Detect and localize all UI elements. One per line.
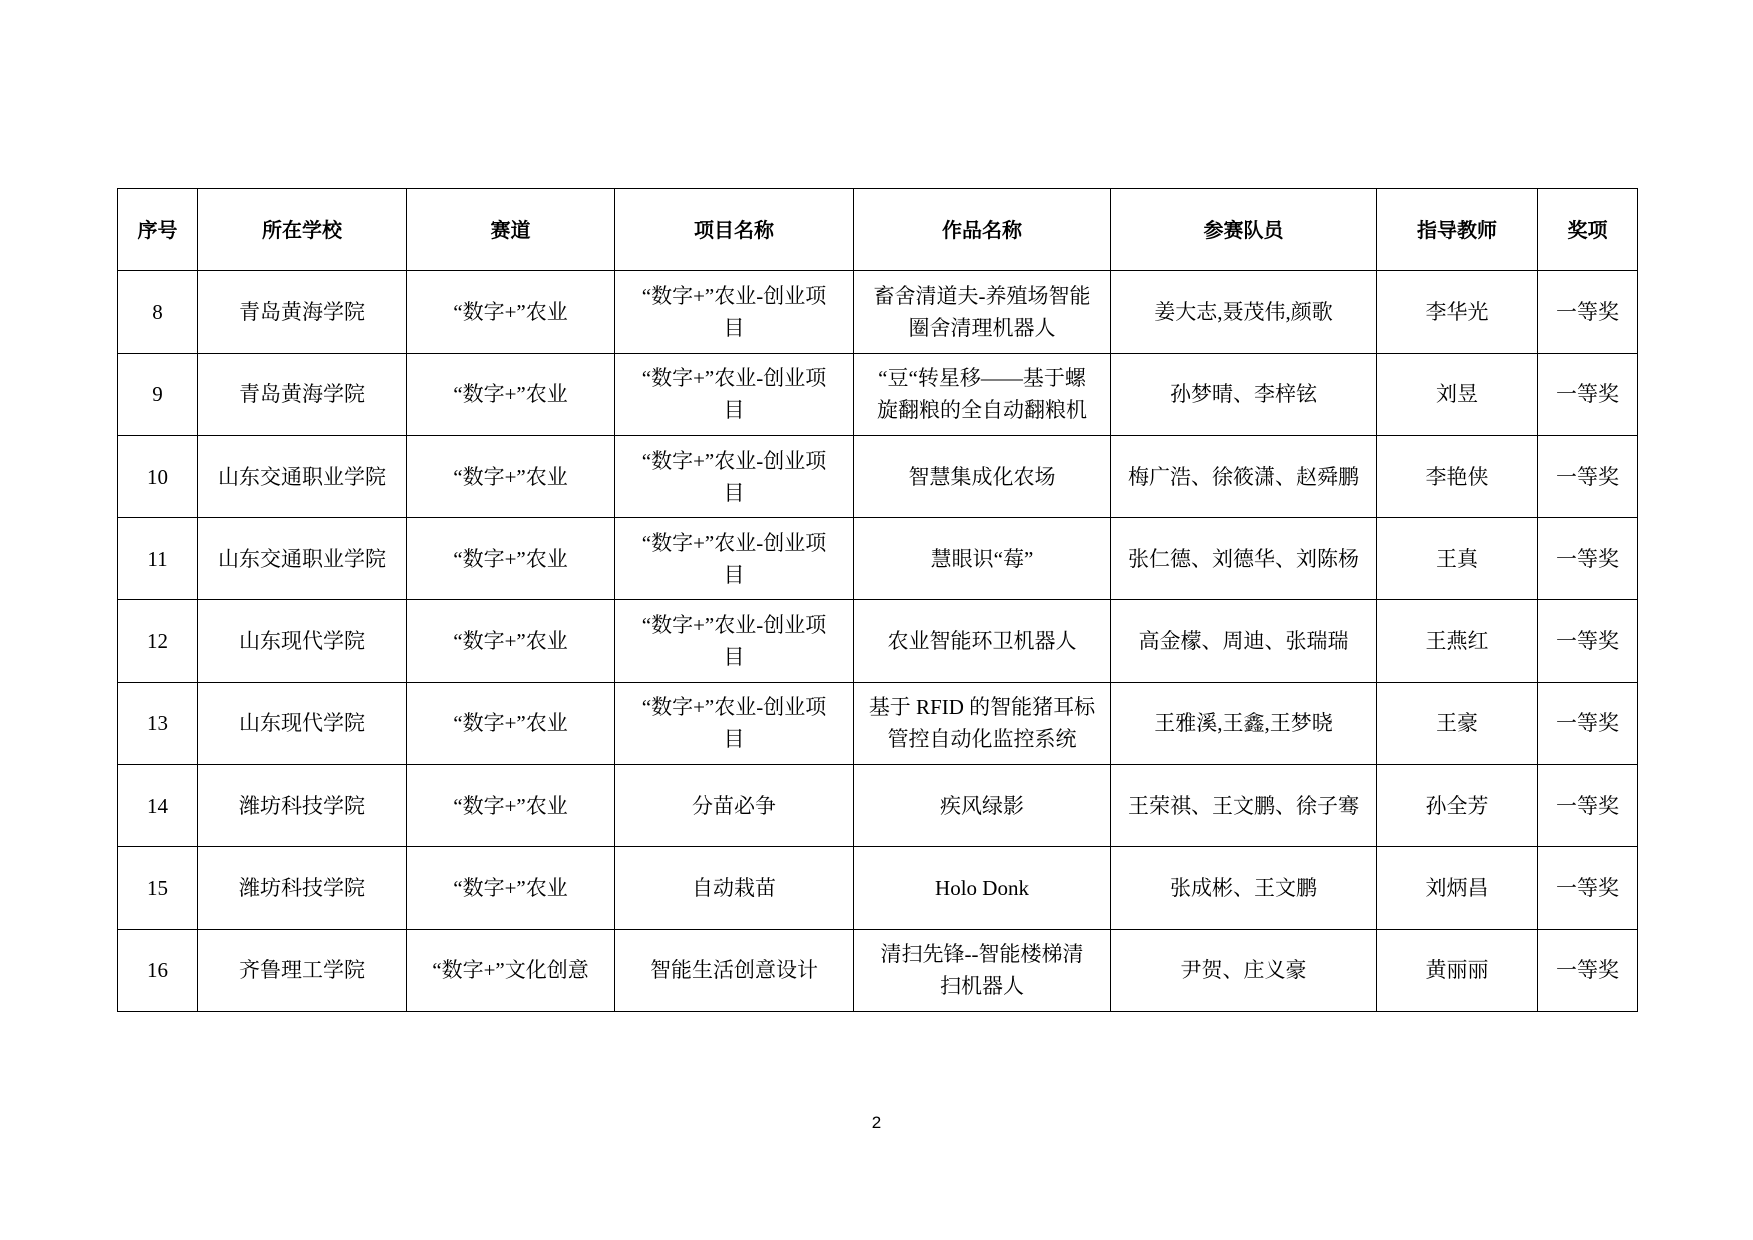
table-row: [118, 682, 1638, 764]
cell-advisor: 黄丽丽: [1377, 929, 1538, 1011]
cell-award: 一等奖: [1538, 353, 1638, 435]
cell-advisor: 王真: [1377, 518, 1538, 600]
table-row: [118, 765, 1638, 847]
cell-members: 王荣祺、王文鹏、徐子骞: [1111, 765, 1377, 847]
cell-no: 11: [118, 518, 198, 600]
cell-school: 山东交通职业学院: [198, 518, 407, 600]
cell-no: 13: [118, 682, 198, 764]
cell-advisor: 刘炳昌: [1377, 847, 1538, 929]
cell-advisor: 王豪: [1377, 682, 1538, 764]
cell-award: 一等奖: [1538, 765, 1638, 847]
cell-no: 16: [118, 929, 198, 1011]
cell-track: “数字+”农业: [407, 271, 615, 353]
table-row: [118, 518, 1638, 600]
cell-award: 一等奖: [1538, 600, 1638, 682]
cell-school: 山东现代学院: [198, 682, 407, 764]
cell-track: “数字+”农业: [407, 600, 615, 682]
cell-award: 一等奖: [1538, 271, 1638, 353]
cell-no: 14: [118, 765, 198, 847]
header-no: 序号: [118, 189, 198, 271]
cell-advisor: 孙全芳: [1377, 765, 1538, 847]
cell-members: 梅广浩、徐筱潇、赵舜鹏: [1111, 435, 1377, 517]
cell-track: “数字+”农业: [407, 765, 615, 847]
cell-track: “数字+”农业: [407, 847, 615, 929]
header-members: 参赛队员: [1111, 189, 1377, 271]
cell-project: “数字+”农业-创业项目: [615, 271, 854, 353]
cell-track: “数字+”农业: [407, 518, 615, 600]
cell-work: 基于 RFID 的智能猪耳标管控自动化监控系统: [854, 682, 1111, 764]
table-header-row: [118, 189, 1638, 271]
cell-work: 清扫先锋--智能楼梯清扫机器人: [854, 929, 1111, 1011]
cell-work: 农业智能环卫机器人: [854, 600, 1111, 682]
cell-no: 15: [118, 847, 198, 929]
cell-members: 姜大志,聂茂伟,颜歌: [1111, 271, 1377, 353]
header-advisor: 指导教师: [1377, 189, 1538, 271]
cell-members: 孙梦晴、李梓铉: [1111, 353, 1377, 435]
cell-project: “数字+”农业-创业项目: [615, 600, 854, 682]
cell-members: 尹贺、庄义豪: [1111, 929, 1377, 1011]
cell-track: “数字+”文化创意: [407, 929, 615, 1011]
cell-members: 王雅溪,王鑫,王梦晓: [1111, 682, 1377, 764]
cell-award: 一等奖: [1538, 847, 1638, 929]
cell-work: 畜舍清道夫-养殖场智能圈舍清理机器人: [854, 271, 1111, 353]
cell-work: “豆“转星移——基于螺旋翻粮的全自动翻粮机: [854, 353, 1111, 435]
cell-work: 智慧集成化农场: [854, 435, 1111, 517]
table-row: [118, 435, 1638, 517]
cell-project: 自动栽苗: [615, 847, 854, 929]
cell-school: 齐鲁理工学院: [198, 929, 407, 1011]
table-row: [118, 929, 1638, 1011]
page-number: 2: [871, 1113, 882, 1132]
cell-project: 分苗必争: [615, 765, 854, 847]
header-project: 项目名称: [615, 189, 854, 271]
cell-award: 一等奖: [1538, 929, 1638, 1011]
table-row: [118, 353, 1638, 435]
cell-advisor: 王燕红: [1377, 600, 1538, 682]
header-school: 所在学校: [198, 189, 407, 271]
cell-advisor: 李艳侠: [1377, 435, 1538, 517]
cell-project: “数字+”农业-创业项目: [615, 435, 854, 517]
cell-school: 青岛黄海学院: [198, 271, 407, 353]
cell-work: Holo Donk: [854, 847, 1111, 929]
cell-school: 潍坊科技学院: [198, 765, 407, 847]
cell-members: 高金檬、周迪、张瑞瑞: [1111, 600, 1377, 682]
cell-award: 一等奖: [1538, 682, 1638, 764]
cell-no: 8: [118, 271, 198, 353]
cell-project: 智能生活创意设计: [615, 929, 854, 1011]
cell-advisor: 李华光: [1377, 271, 1538, 353]
cell-members: 张仁德、刘德华、刘陈杨: [1111, 518, 1377, 600]
cell-project: “数字+”农业-创业项目: [615, 518, 854, 600]
cell-school: 青岛黄海学院: [198, 353, 407, 435]
cell-advisor: 刘昱: [1377, 353, 1538, 435]
cell-no: 9: [118, 353, 198, 435]
header-award: 奖项: [1538, 189, 1638, 271]
cell-project: “数字+”农业-创业项目: [615, 353, 854, 435]
cell-work: 疾风绿影: [854, 765, 1111, 847]
table-row: [118, 600, 1638, 682]
cell-members: 张成彬、王文鹏: [1111, 847, 1377, 929]
table-row: [118, 271, 1638, 353]
award-table: [117, 188, 1638, 1012]
cell-project: “数字+”农业-创业项目: [615, 682, 854, 764]
cell-school: 潍坊科技学院: [198, 847, 407, 929]
header-track: 赛道: [407, 189, 615, 271]
cell-work: 慧眼识“莓”: [854, 518, 1111, 600]
cell-track: “数字+”农业: [407, 435, 615, 517]
cell-award: 一等奖: [1538, 435, 1638, 517]
cell-track: “数字+”农业: [407, 353, 615, 435]
table-row: [118, 847, 1638, 929]
cell-no: 12: [118, 600, 198, 682]
header-work: 作品名称: [854, 189, 1111, 271]
cell-school: 山东交通职业学院: [198, 435, 407, 517]
cell-no: 10: [118, 435, 198, 517]
cell-award: 一等奖: [1538, 518, 1638, 600]
cell-track: “数字+”农业: [407, 682, 615, 764]
cell-school: 山东现代学院: [198, 600, 407, 682]
